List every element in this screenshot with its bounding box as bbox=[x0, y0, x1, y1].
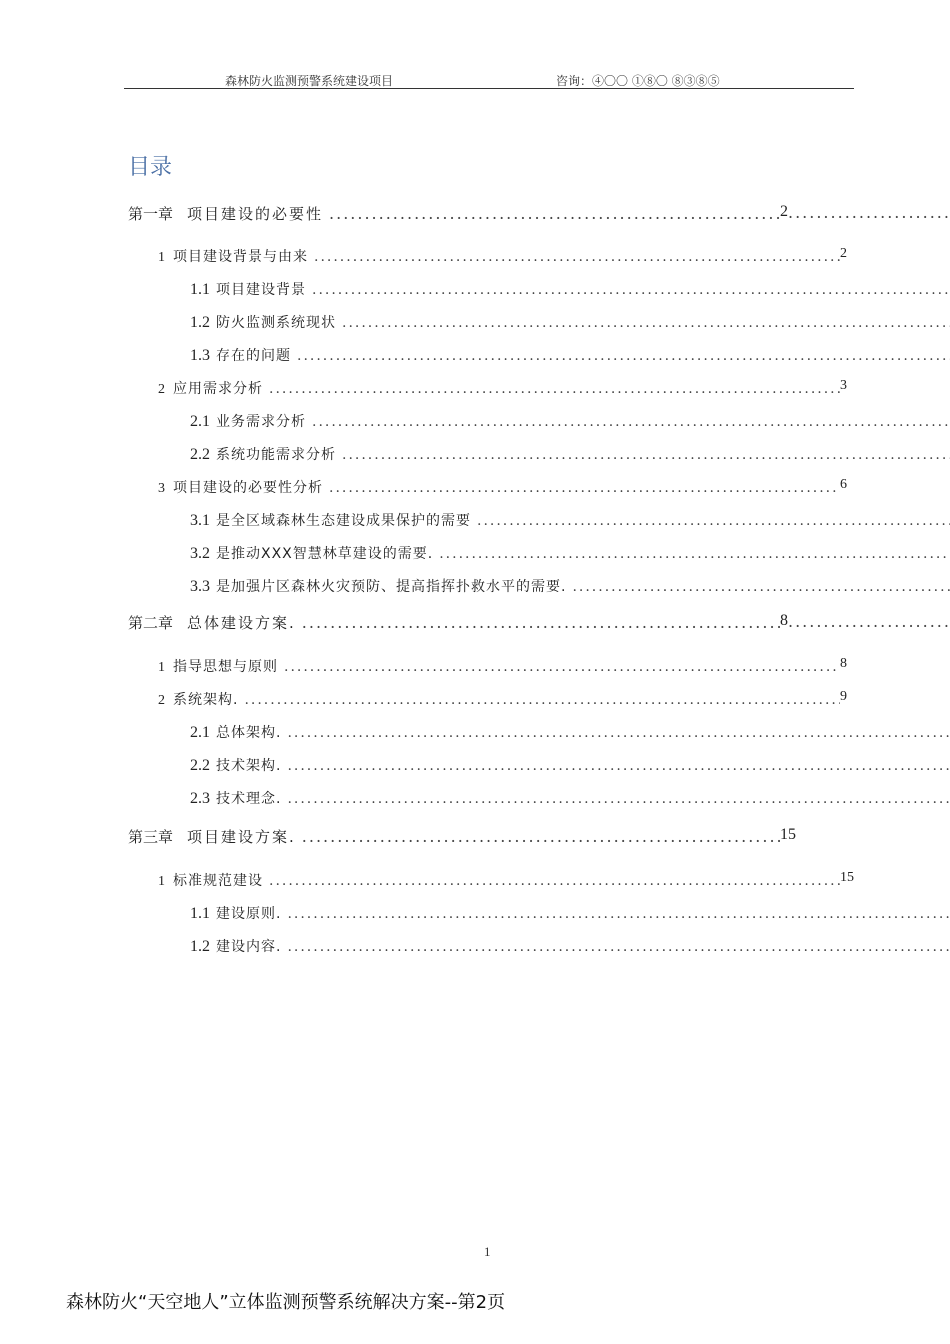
toc-entry-page: 15 bbox=[780, 826, 796, 843]
toc-entry-number: 第一章 bbox=[128, 205, 174, 223]
toc-entry-title: 是加强片区森林火灾预防、提高指挥扑救水平的需要. bbox=[216, 579, 567, 595]
toc-leader-dots bbox=[287, 939, 950, 955]
header-title: 森林防火监测预警系统建设项目 bbox=[225, 74, 394, 88]
toc-leader-dots bbox=[284, 659, 840, 675]
toc-entry-page: 2 bbox=[840, 246, 847, 261]
toc-entry[interactable] bbox=[128, 203, 950, 227]
toc-entry-title: 标准规范建设 bbox=[173, 873, 263, 889]
toc-entry[interactable] bbox=[190, 903, 950, 923]
toc-entry-number: 2.2 bbox=[190, 757, 210, 774]
toc-entry-title: 建设原则. bbox=[216, 906, 282, 922]
toc-entry-number: 第三章 bbox=[128, 828, 174, 846]
toc-leader-dots bbox=[477, 513, 950, 529]
toc-leader-dots bbox=[269, 381, 840, 397]
toc-leader-dots bbox=[788, 203, 948, 222]
toc-entry-number: 1.1 bbox=[190, 905, 210, 922]
toc-entry-title: 是全区域森林生态建设成果保护的需要 bbox=[216, 513, 471, 529]
toc-leader-dots bbox=[314, 249, 840, 265]
footer-caption: 森林防火“天空地人”立体监测预警系统解决方案--第2页 bbox=[66, 1292, 506, 1313]
toc-entry-title: 技术架构. bbox=[216, 758, 282, 774]
toc-entry-number: 3.3 bbox=[190, 578, 210, 595]
toc-entry-number: 2.1 bbox=[190, 413, 210, 430]
toc-entry-number: 3 bbox=[158, 481, 165, 496]
toc-entry-title: 系统功能需求分析 bbox=[216, 447, 336, 463]
toc-leader-dots bbox=[780, 844, 940, 850]
header-contact: 咨询：④〇〇 ①⑧〇 ⑧③⑧⑤ bbox=[556, 74, 720, 88]
toc-entry[interactable] bbox=[190, 722, 950, 742]
toc-entry[interactable] bbox=[190, 345, 950, 365]
toc-entry[interactable] bbox=[190, 411, 950, 431]
toc-entry-number: 1 bbox=[158, 250, 165, 265]
toc-entry-title: 建设内容. bbox=[216, 939, 282, 955]
toc-leader-dots bbox=[439, 546, 950, 562]
toc-entry-title: 总体架构. bbox=[216, 725, 282, 741]
toc-entry-page: 2 bbox=[780, 203, 788, 220]
toc-leader-dots bbox=[342, 447, 950, 463]
toc-leader-dots bbox=[287, 758, 950, 774]
toc-entry-number: 1.1 bbox=[190, 281, 210, 298]
toc-entry-title: 总体建设方案. bbox=[187, 614, 296, 632]
toc-leader-dots bbox=[329, 480, 840, 496]
toc-entry-title: 项目建设背景与由来 bbox=[173, 249, 308, 265]
toc-entry-page: 3 bbox=[840, 378, 847, 393]
toc-entry-title: 项目建设的必要性分析 bbox=[173, 480, 323, 496]
toc-entry-title: 项目建设背景 bbox=[216, 282, 306, 298]
toc-entry-title: 技术理念. bbox=[216, 791, 282, 807]
toc-leader-dots bbox=[329, 204, 780, 223]
toc-entry-title: 应用需求分析 bbox=[173, 381, 263, 397]
toc-entry[interactable] bbox=[190, 444, 950, 464]
toc-entry-number: 2 bbox=[158, 382, 165, 397]
toc-entry[interactable] bbox=[190, 936, 950, 956]
toc-entry-title: 存在的问题 bbox=[216, 348, 291, 364]
toc-entry-number: 第二章 bbox=[128, 614, 174, 632]
toc-entry[interactable] bbox=[190, 576, 950, 596]
toc-entry[interactable] bbox=[158, 378, 950, 398]
toc-entry[interactable] bbox=[158, 477, 950, 497]
toc-entry-page: 9 bbox=[840, 689, 847, 704]
toc-entry-number: 2.2 bbox=[190, 446, 210, 463]
toc-entry[interactable] bbox=[190, 788, 950, 808]
toc-leader-dots bbox=[572, 579, 950, 595]
toc-leader-dots bbox=[788, 612, 948, 631]
toc-entry[interactable] bbox=[128, 612, 950, 636]
toc-entry-number: 1 bbox=[158, 874, 165, 889]
toc-entry[interactable] bbox=[190, 510, 950, 530]
toc-entry-number: 1.2 bbox=[190, 938, 210, 955]
toc-entry[interactable] bbox=[158, 246, 950, 266]
toc-entry-page: 8 bbox=[780, 612, 788, 629]
toc-leader-dots bbox=[312, 282, 950, 298]
toc-entry[interactable] bbox=[190, 312, 950, 332]
toc-entry-title: 指导思想与原则 bbox=[173, 659, 278, 675]
toc-entry-page: 8 bbox=[840, 656, 847, 671]
toc-heading: 目录 bbox=[128, 155, 173, 180]
toc-entry-number: 1 bbox=[158, 660, 165, 675]
toc-leader-dots bbox=[287, 791, 950, 807]
toc-leader-dots bbox=[244, 692, 840, 708]
toc-entry[interactable] bbox=[190, 543, 950, 563]
toc-leader-dots bbox=[269, 873, 840, 889]
toc-entry-number: 2 bbox=[158, 693, 165, 708]
toc-leader-dots bbox=[312, 414, 950, 430]
toc-entry[interactable] bbox=[190, 755, 950, 775]
toc-leader-dots bbox=[302, 827, 780, 846]
toc-leader-dots bbox=[287, 906, 950, 922]
toc-entry[interactable] bbox=[158, 656, 950, 676]
toc-entry-number: 3.1 bbox=[190, 512, 210, 529]
toc-entry-title: 防火监测系统现状 bbox=[216, 315, 336, 331]
toc-entry-title: 是推动XXX智慧林草建设的需要. bbox=[216, 546, 434, 562]
page-number: 1 bbox=[484, 1244, 491, 1259]
toc-entry-title: 业务需求分析 bbox=[216, 414, 306, 430]
toc-leader-dots bbox=[342, 315, 950, 331]
toc-entry-title: 项目建设方案. bbox=[187, 828, 296, 846]
toc-entry-number: 3.2 bbox=[190, 545, 210, 562]
toc-leader-dots bbox=[302, 613, 780, 632]
toc-leader-dots bbox=[287, 725, 950, 741]
toc-entry-number: 1.3 bbox=[190, 347, 210, 364]
toc-entry-number: 2.1 bbox=[190, 724, 210, 741]
toc-entry-number: 2.3 bbox=[190, 790, 210, 807]
toc-leader-dots bbox=[297, 348, 950, 364]
toc-entry[interactable] bbox=[158, 689, 950, 709]
toc-entry-page: 6 bbox=[840, 477, 847, 492]
toc-entry[interactable] bbox=[190, 279, 950, 299]
toc-entry-page: 15 bbox=[840, 870, 854, 885]
toc-entry-number: 1.2 bbox=[190, 314, 210, 331]
toc-entry-title: 项目建设的必要性 bbox=[187, 205, 324, 223]
toc-entry[interactable] bbox=[158, 870, 950, 890]
toc-entry-title: 系统架构. bbox=[173, 692, 239, 708]
toc-entry[interactable] bbox=[128, 826, 950, 850]
